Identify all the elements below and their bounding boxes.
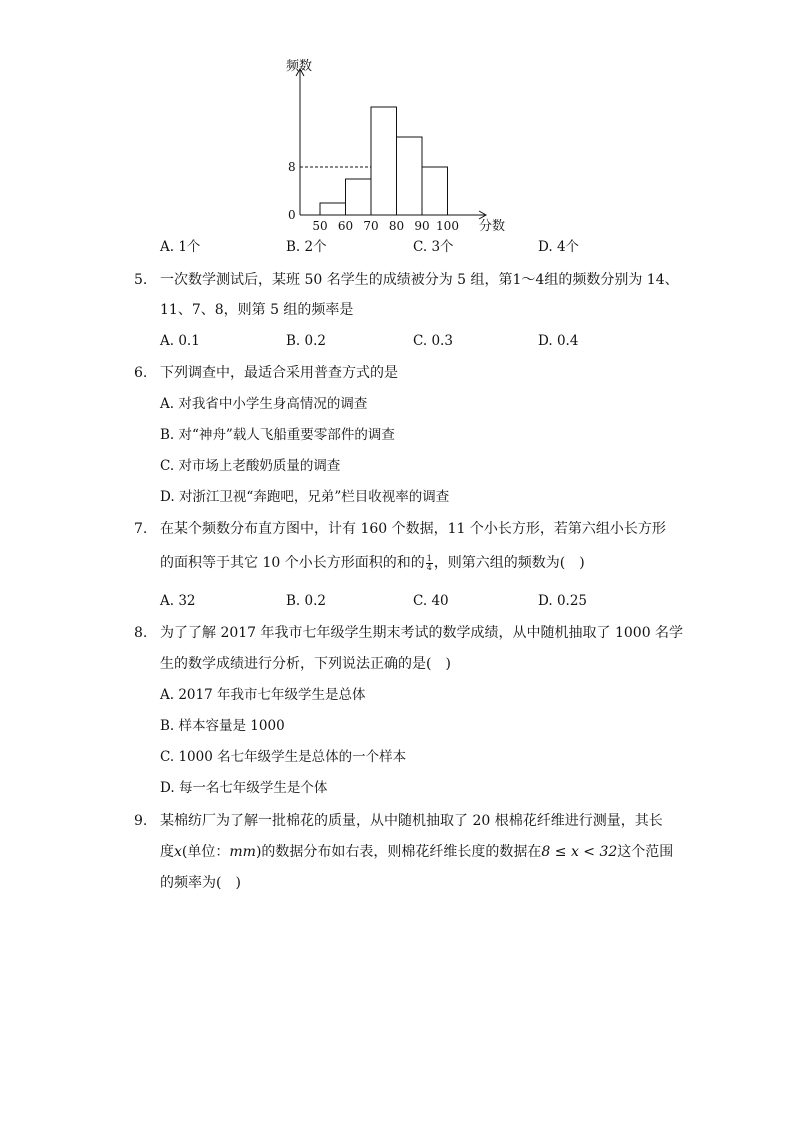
q9-line2-b: (单位： [181, 844, 230, 860]
q9-line2-a: 度 [160, 844, 174, 860]
q5-option-a[interactable]: A. 0.1 [160, 333, 200, 349]
q5-option-d[interactable]: D. 0.4 [538, 333, 579, 349]
histogram-bar [320, 203, 346, 215]
q7-text-line1: 在某个频数分布直方图中，计有 160 个数据，11 个小长方形，若第六组小长方形 [160, 521, 666, 537]
q4-option-c[interactable]: C. 3个 [413, 239, 454, 255]
q9-number: 9. [134, 813, 148, 829]
q7-option-a[interactable]: A. 32 [160, 593, 196, 609]
q7-text-line2-b: ，则第六组的频数为( ) [433, 555, 585, 571]
var-x: x [174, 844, 182, 860]
unit-mm: mm [229, 844, 256, 860]
inequality: 8 ≤ x < 32 [541, 844, 618, 860]
histogram-bar [422, 167, 448, 215]
q7-number: 7. [134, 521, 148, 537]
x-tick-label: 80 [388, 219, 405, 233]
x-tick-label: 90 [414, 219, 430, 233]
q9-text-line2 [160, 843, 673, 861]
q8-option-b[interactable]: B. 样本容量是 1000 [160, 718, 285, 734]
y-axis-label: 频数 [286, 59, 313, 74]
x-tick-label: 50 [312, 219, 328, 233]
q6-option-b[interactable]: B. 对“神舟”载人飞船重要零部件的调查 [160, 427, 395, 443]
q5-text-line2: 11、7、8，则第 5 组的频率是 [160, 302, 354, 318]
q4-option-b[interactable]: B. 2个 [286, 239, 327, 255]
x-tick-label: 70 [363, 219, 379, 233]
histogram-bar [346, 179, 372, 215]
q9-line2-c: )的数据分布如右表，则棉花纤维长度的数据在 [255, 844, 542, 860]
q8-text-line1: 为了了解 2017 年我市七年级学生期末考试的数学成绩，从中随机抽取了 1000 名学 [160, 625, 684, 641]
q8-option-a[interactable]: A. 2017 年我市七年级学生是总体 [160, 687, 366, 703]
q4-option-d[interactable]: D. 4个 [538, 239, 580, 255]
q7-text-line2 [160, 554, 585, 572]
q5-option-b[interactable]: B. 0.2 [286, 333, 326, 349]
q8-number: 8. [134, 625, 148, 641]
histogram-chart [270, 52, 506, 237]
q8-option-d[interactable]: D. 每一名七年级学生是个体 [160, 780, 328, 796]
q5-text-line1: 一次数学测试后，某班 50 名学生的成绩被分为 5 组，第1～4组的频数分别为 14、 [160, 272, 679, 288]
q4-option-a[interactable]: A. 1个 [160, 239, 201, 255]
q6-option-d[interactable]: D. 对浙江卫视“奔跑吧，兄弟”栏目收视率的调查 [160, 489, 450, 505]
q9-line2-d: 这个范围 [617, 844, 674, 860]
q9-text-line1: 某棉纺厂为了解一批棉花的质量，从中随机抽取了 20 根棉花纤维进行测量，其长 [160, 813, 663, 829]
q6-text-line1: 下列调查中，最适合采用普查方式的是 [160, 365, 398, 381]
q7-text-line2-a: 的面积等于其它 10 个小长方形面积的和的 [160, 555, 425, 571]
q7-option-c[interactable]: C. 40 [413, 593, 449, 609]
y-tick-label: 8 [288, 160, 296, 174]
x-tick-label: 60 [337, 219, 354, 233]
q6-option-c[interactable]: C. 对市场上老酸奶质量的调查 [160, 458, 341, 474]
q5-option-c[interactable]: C. 0.3 [413, 333, 453, 349]
q5-number: 5. [134, 272, 148, 288]
q6-number: 6. [134, 365, 148, 381]
histogram-bar [397, 137, 423, 215]
histogram-bar [371, 107, 397, 215]
x-tick-label: 100 [436, 219, 459, 233]
y-tick-label: 0 [288, 208, 296, 222]
x-axis-label: 分数 [479, 219, 506, 234]
q8-text-line2: 生的数学成绩进行分析，下列说法正确的是( ) [160, 656, 451, 672]
q8-option-c[interactable]: C. 1000 名七年级学生是总体的一个样本 [160, 749, 407, 765]
q9-text-line3: 的频率为( ) [160, 875, 241, 891]
q7-option-b[interactable]: B. 0.2 [286, 593, 326, 609]
q6-option-a[interactable]: A. 对我省中小学生身高情况的调查 [160, 396, 368, 412]
fraction-one-quarter: $\frac{1}{4}$ [426, 553, 432, 572]
q7-option-d[interactable]: D. 0.25 [538, 593, 587, 609]
